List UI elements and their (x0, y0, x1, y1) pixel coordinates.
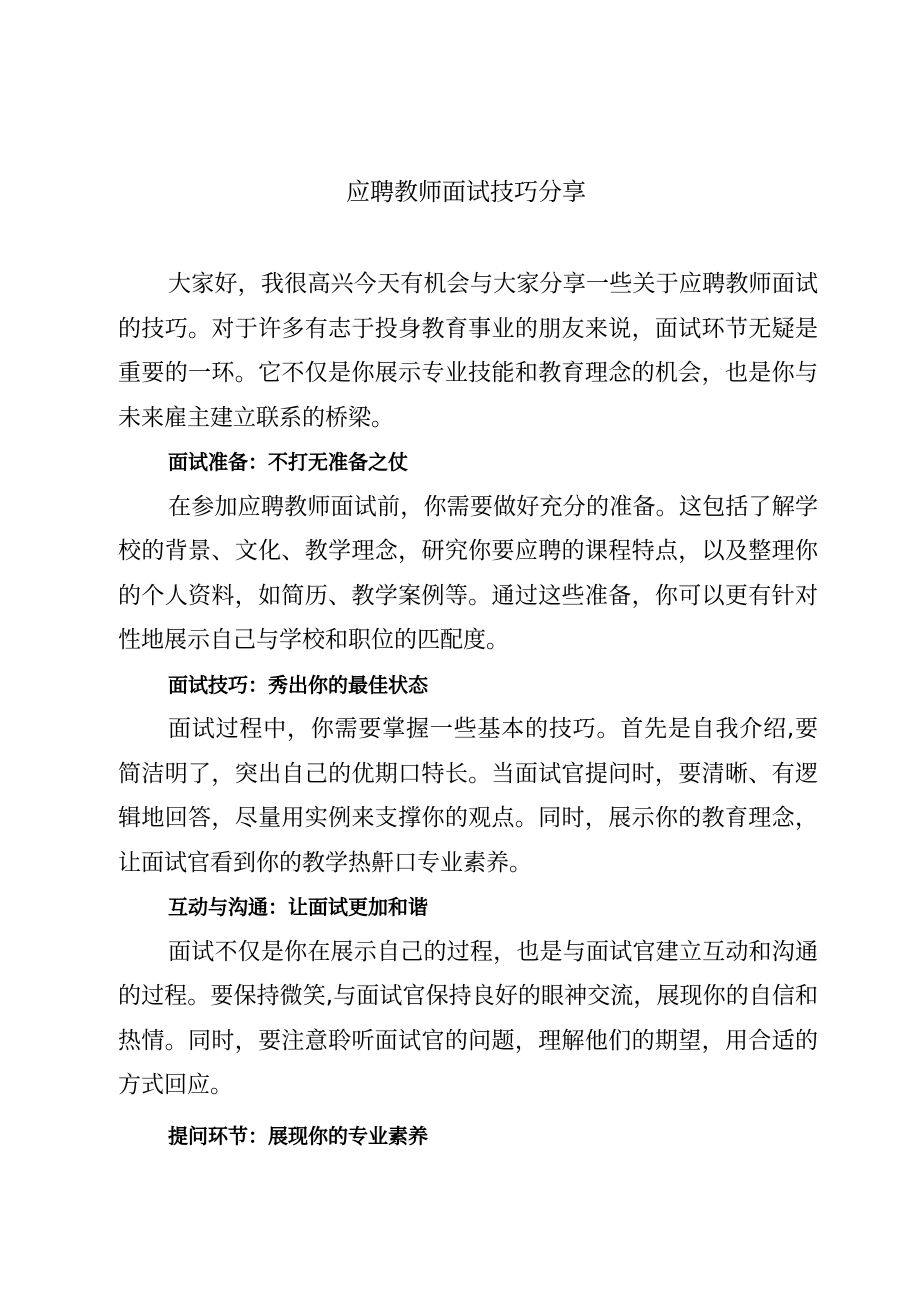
section-heading-questions: 提问环节：展现你的专业素养 (168, 1123, 428, 1148)
section-heading-communication: 互动与沟通：让面试更加和谐 (168, 895, 428, 919)
intro-paragraph: 大家好，我很高兴今天有机会与大家分享一些关于应聘教师面试的技巧。对于许多有志于投身教育事业的朋友来说，面试环节无疑是重要的一环。它不仅是你展示专业技能和教育理念的机会，也是你与未来雇主建立联系的桥梁。 (118, 271, 818, 431)
document-title: 应聘教师面试技巧分享 (346, 178, 586, 206)
section-body-preparation: 在参加应聘教师面试前，你需要做好充分的准备。这包括了解学校的背景、文化、教学理念，研究你要应聘的课程特点，以及整理你的个人资料，如简历、教学案例等。通过这些准备，你可以更有针对性地展示自己与学校和职位的匹配度。 (118, 493, 818, 653)
document-body (118, 262, 818, 1158)
section-heading-techniques: 面试技巧：秀出你的最佳状态 (168, 672, 428, 697)
section-body-techniques: 面试过程中，你需要掌握一些基本的技巧。首先是自我介绍,要简洁明了，突出自己的优期口特长。当面试官提问时，要清晰、有逻辑地回答，尽量用实例来支撑你的观点。同时，展示你的教育理念，让面试官看到你的教学热鼾口专业素养。 (118, 716, 818, 876)
section-heading-preparation: 面试准备：不打无准备之仗 (168, 450, 408, 474)
section-body-communication: 面试不仅是你在展示自己的过程，也是与面试官建立互动和沟通的过程。要保持微笑,与面试官保持良好的眼神交流，展现你的自信和热情。同时，要注意聆听面试官的问题，理解他们的期望，用合适的方式回应。 (118, 938, 818, 1098)
